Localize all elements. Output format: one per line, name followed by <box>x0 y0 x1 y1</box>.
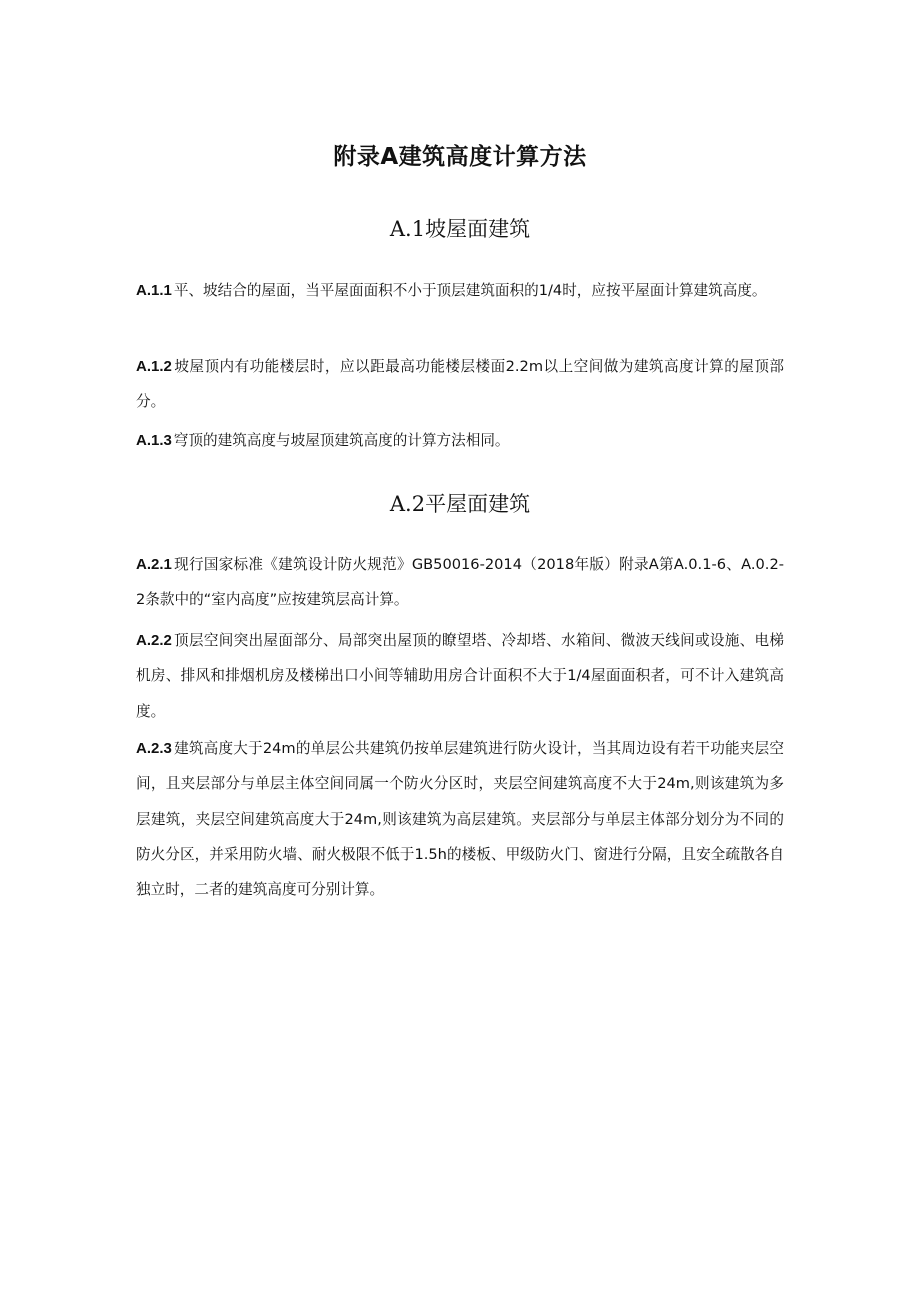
clause-text: 建筑高度大于24m的单层公共建筑仍按单层建筑进行防火设计，当其周边设有若干功能夹层空间，且夹层部分与单层主体空间同属一个防火分区时，夹层空间建筑高度不大于24m,则该建筑为多层建筑，夹层空间建筑高度大于24m,则该建筑为高层建筑。夹层部分与单层主体部分划分为不同的防火分区，并采用防火墙、耐火极限不低于1.5h的楼板、甲级防火门、窗进行分隔，且安全疏散各自独立时，二者的建筑高度可分别计算。 <box>136 740 784 899</box>
clause-number: A.1.2 <box>136 358 172 375</box>
clause-text: 坡屋顶内有功能楼层时，应以距最高功能楼层楼面2.2m以上空间做为建筑高度计算的屋顶部分。 <box>136 358 784 411</box>
clause-text: 穹顶的建筑高度与坡屋顶建筑高度的计算方法相同。 <box>173 432 510 449</box>
clause-number: A.1.1 <box>136 282 172 299</box>
clause-number: A.2.2 <box>136 632 172 649</box>
clause-a-2-3 <box>136 731 784 907</box>
clause-a-2-1 <box>136 547 784 618</box>
clause-text: 平、坡结合的屋面，当平屋面面积不小于顶层建筑面积的1/4时，应按平屋面计算建筑高度。 <box>173 282 767 299</box>
clause-a-2-2 <box>136 623 784 729</box>
page-title: 附录A建筑高度计算方法 <box>333 144 587 170</box>
clause-number: A.2.3 <box>136 740 172 757</box>
clause-a-1-2 <box>136 349 784 420</box>
clause-text: 顶层空间突出屋面部分、局部突出屋顶的瞭望塔、冷却塔、水箱间、微波天线间或设施、电梯机房、排风和排烟机房及楼梯出口小间等辅助用房合计面积不大于1/4屋面面积者，可不计入建筑高度。 <box>136 632 784 720</box>
clause-number: A.1.3 <box>136 432 172 449</box>
clause-a-1-3 <box>136 423 784 458</box>
clause-number: A.2.1 <box>136 556 172 573</box>
section-heading-a2: A.2平屋面建筑 <box>389 492 531 516</box>
clause-text: 现行国家标准《建筑设计防火规范》GB50016-2014（2018年版）附录A第A.0.1-6、A.0.2-2条款中的“室内高度”应按建筑层高计算。 <box>136 556 784 609</box>
clause-a-1-1 <box>136 273 784 308</box>
section-heading-a1: A.1坡屋面建筑 <box>389 217 531 241</box>
